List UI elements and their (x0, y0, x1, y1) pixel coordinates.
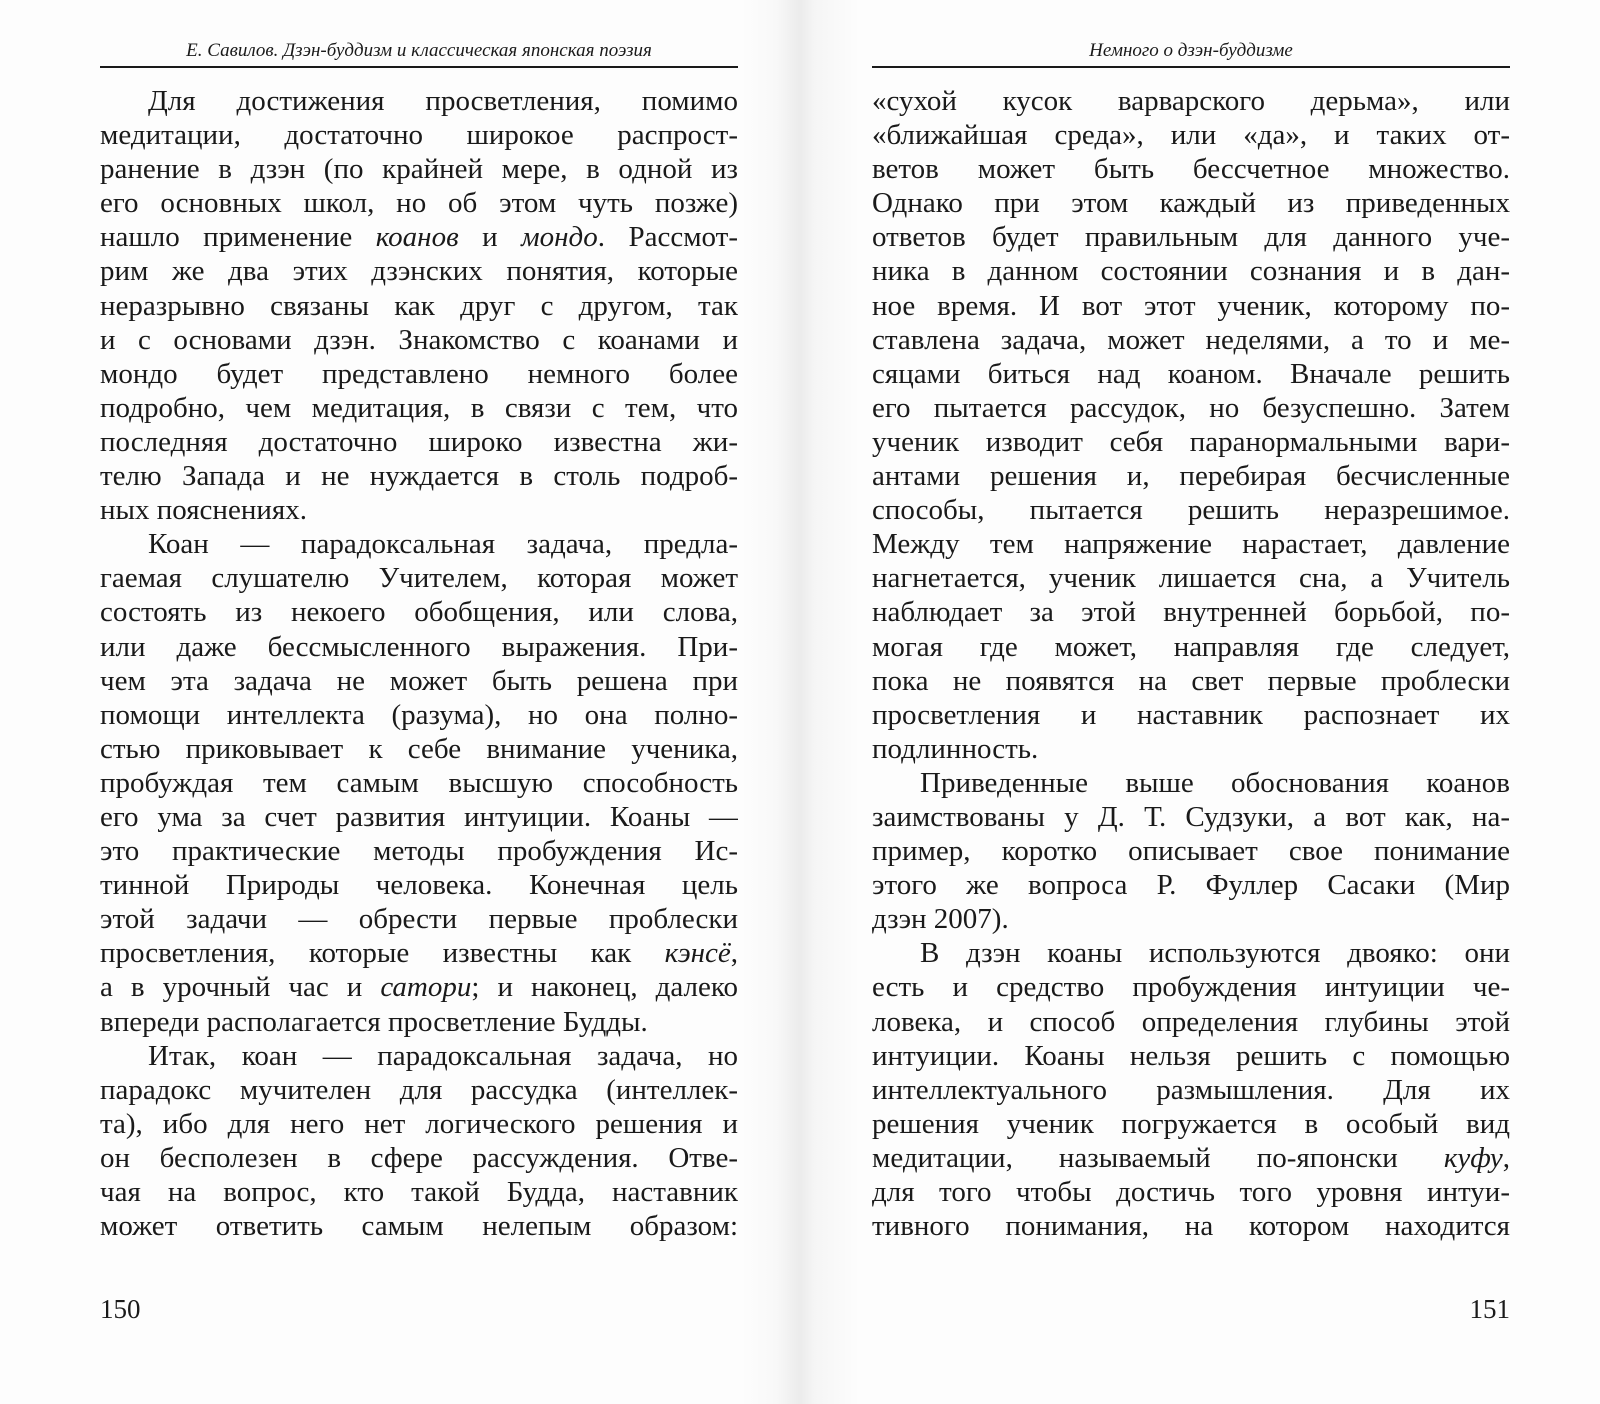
text-line: Однако при этом каждый из приведенных (872, 187, 1510, 220)
text-line: подлинность. (872, 732, 1039, 765)
text-line: ное время. И вот этот ученик, которому по- (872, 289, 1510, 322)
text-line: Для достижения просветления, помимо (148, 85, 738, 117)
text-line: Итак, коан — парадоксальная задача, но (148, 1039, 738, 1072)
text-fragment: , (1502, 1141, 1510, 1174)
text-line: мондо будет представлено немного более (100, 357, 738, 390)
text-line: или даже бессмысленного выражения. При- (100, 630, 738, 663)
header-rule-right (872, 66, 1510, 68)
italic-term: коанов (375, 221, 459, 254)
italic-term: куфу (1443, 1141, 1503, 1174)
text-line: «сухой кусок варварского дерьма», или (872, 85, 1510, 117)
text-line: это практические методы пробуждения Ис- (100, 835, 738, 868)
text-line: состоять из некоего обобщения, или слова, (100, 596, 738, 629)
right-page (872, 0, 1510, 1404)
text-line: тивного понимания, на котором находится (872, 1210, 1510, 1243)
text-line: Между тем напряжение нарастает, давление (872, 528, 1510, 561)
text-line: пока не появятся на свет первые проблески (872, 664, 1510, 697)
text-line: способы, пытается решить неразрешимое. (872, 494, 1510, 527)
book-gutter-shadow (740, 0, 860, 1404)
text-fragment: ; и наконец, далеко (471, 971, 738, 1004)
page-number-left: 150 (100, 1294, 141, 1324)
text-line (100, 970, 738, 1004)
text-line: та), ибо для него нет логического решения и (100, 1107, 738, 1140)
italic-term: мондо (521, 221, 598, 254)
left-page (100, 0, 738, 1404)
text-line: чая на вопрос, кто такой Будда, наставник (100, 1176, 738, 1208)
text-line: его ума за счет развития интуиции. Коаны — (100, 800, 738, 833)
text-fragment: медитации, называемый по-японски (872, 1141, 1444, 1174)
text-fragment: и (458, 221, 522, 254)
text-fragment: нашло применение (100, 221, 376, 254)
text-line: сяцами биться над коаном. Вначале решить (872, 357, 1510, 390)
text-line: последняя достаточно широко известна жи- (100, 425, 738, 458)
text-line: Коан — парадоксальная задача, предла- (148, 528, 738, 561)
text-line: «ближайшая среда», или «да», и таких от- (872, 119, 1510, 152)
text-line: этой задачи — обрести первые проблески (100, 903, 738, 936)
text-line: подробно, чем медитация, в связи с тем, что (100, 391, 738, 424)
text-line: просветления и наставник распознает их (872, 698, 1510, 731)
text-line: его пытается рассудок, но безуспешно. Затем (872, 391, 1510, 424)
text-line: медитации, достаточно широкое распрост- (100, 119, 738, 152)
text-line: пробуждая тем самым высшую способность (100, 766, 738, 799)
text-fragment: , (730, 937, 738, 970)
text-line: его основных школ, но об этом чуть позже) (100, 187, 738, 220)
header-rule-left (100, 66, 738, 68)
text-line: нагнетается, ученик лишается сна, а Учитель (872, 562, 1510, 595)
running-head-left: Е. Савилов. Дзэн-буддизм и классическая японская поэзия (186, 40, 652, 61)
text-line (100, 936, 738, 970)
text-fragment: просветления, которые известны как (100, 937, 665, 970)
text-line: ответов будет правильным для данного уче- (872, 221, 1510, 254)
body-text-right (872, 84, 1510, 1243)
text-line: может ответить самым нелепым образом: (100, 1210, 738, 1243)
text-line: решения ученик погружается в особый вид (872, 1107, 1510, 1140)
text-line (872, 1141, 1510, 1175)
text-line: есть и средство пробуждения интуиции че- (872, 971, 1510, 1004)
text-line: Приведенные выше обоснования коанов (920, 766, 1510, 799)
text-line: ветов может быть бессчетное множество. (872, 153, 1510, 186)
text-fragment: . Рассмот- (597, 221, 738, 254)
text-line: впереди располагается просветление Будды. (100, 1005, 648, 1038)
text-line: интуиции. Коаны нельзя решить с помощью (872, 1039, 1510, 1072)
text-fragment: а в урочный час и (100, 971, 381, 1004)
text-line: могая где может, направляя где следует, (872, 630, 1510, 663)
italic-term: сатори (380, 971, 472, 1004)
text-line: ученик изводит себя паранормальными вари- (872, 425, 1510, 458)
text-line: заимствованы у Д. Т. Судзуки, а вот как, на- (872, 800, 1510, 833)
text-line: стью приковывает к себе внимание ученика, (100, 732, 738, 765)
text-line: ставлена задача, может неделями, а то и ме- (872, 323, 1510, 356)
text-line: чем эта задача не может быть решена при (100, 664, 738, 697)
text-line: ных пояснениях. (100, 494, 307, 527)
text-line: неразрывно связаны как друг с другом, так (100, 289, 738, 322)
text-line: этого же вопроса Р. Фуллер Сасаки (Мир (872, 869, 1510, 902)
text-line: дзэн 2007). (872, 903, 1009, 936)
text-line: для того чтобы достичь того уровня интуи- (872, 1176, 1510, 1208)
text-line (100, 220, 738, 254)
text-line: гаемая слушателю Учителем, которая может (100, 562, 738, 595)
running-head-right: Немного о дзэн-буддизме (1089, 40, 1293, 61)
text-line: рим же два этих дзэнских понятия, которые (100, 255, 738, 288)
text-line: наблюдает за этой внутренней борьбой, по- (872, 596, 1510, 629)
text-line: В дзэн коаны используются двояко: они (920, 937, 1510, 970)
text-line: ранение в дзэн (по крайней мере, в одной из (100, 153, 738, 186)
text-line: он бесполезен в сфере рассуждения. Отве- (100, 1141, 738, 1174)
text-line: телю Запада и не нуждается в столь подроб- (100, 460, 738, 493)
text-line: интеллектуального размышления. Для их (872, 1073, 1510, 1106)
text-line: пример, коротко описывает свое понимание (872, 835, 1510, 868)
text-line: парадокс мучителен для рассудка (интеллек- (100, 1073, 738, 1106)
italic-term: кэнсё (664, 937, 731, 970)
text-line: ловека, и способ определения глубины этой (872, 1005, 1510, 1038)
body-text-left (100, 84, 738, 1243)
page-number-right: 151 (1469, 1294, 1510, 1324)
text-line: тинной Природы человека. Конечная цель (100, 869, 738, 902)
text-line: помощи интеллекта (разума), но она полно- (100, 698, 738, 731)
text-line: антами решения и, перебирая бесчисленные (872, 460, 1510, 493)
text-line: и с основами дзэн. Знакомство с коанами и (100, 323, 738, 356)
text-line: ника в данном состоянии сознания и в дан- (872, 255, 1510, 288)
